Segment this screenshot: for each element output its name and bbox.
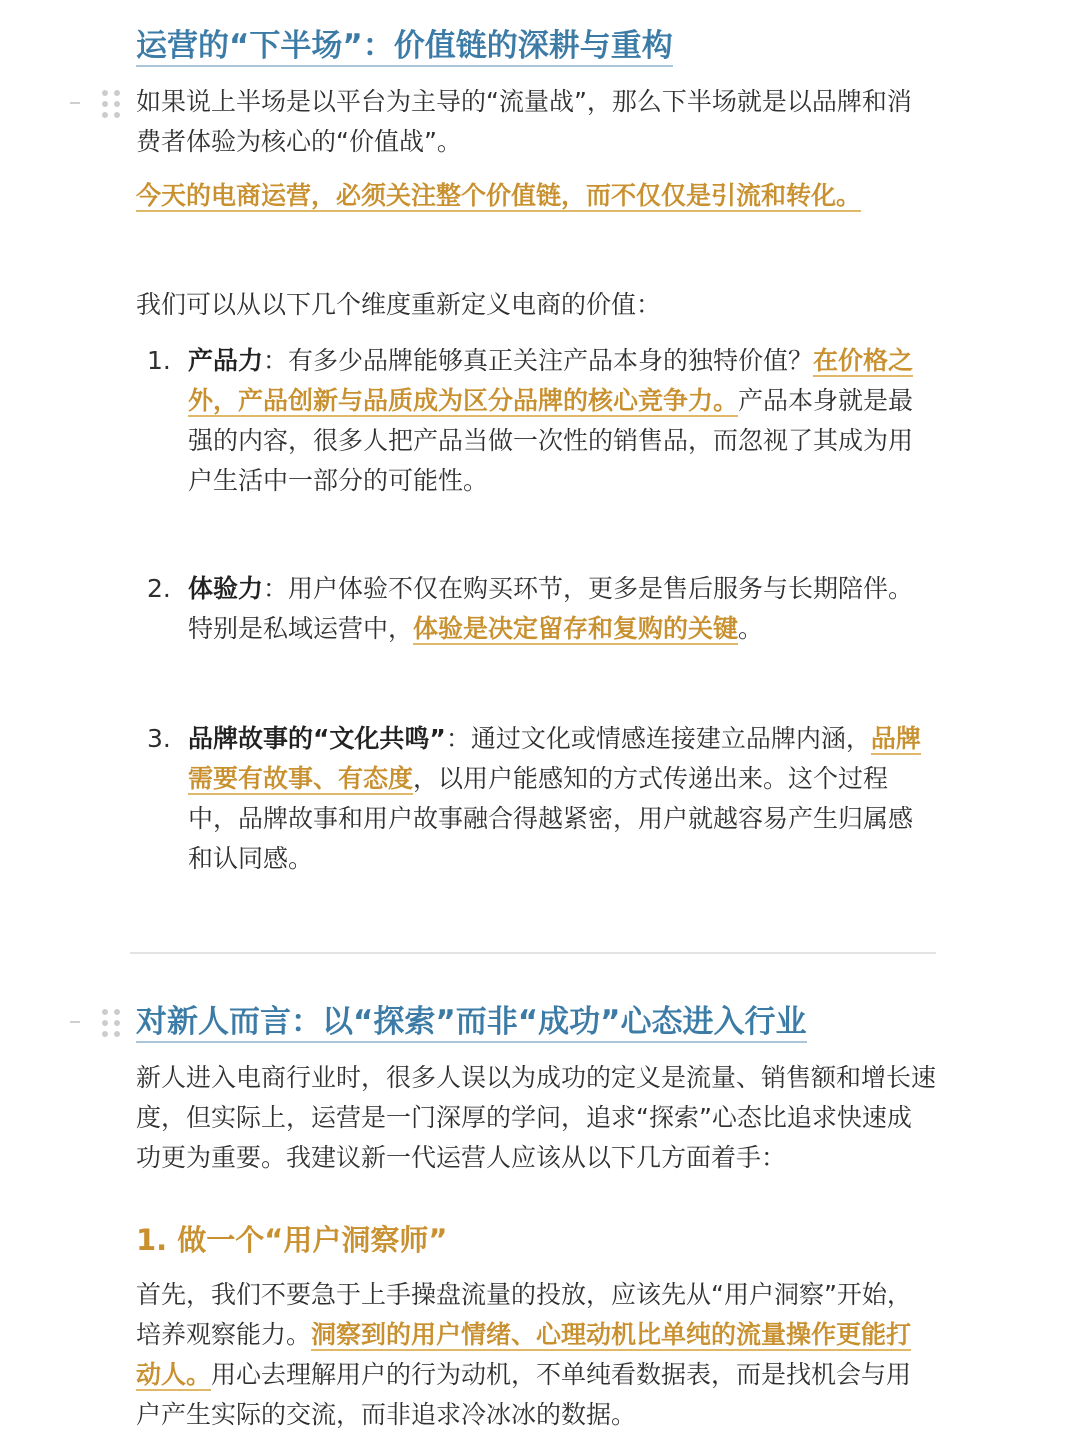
list-item-2-text-b: 。 [738, 614, 764, 643]
list-item-2-highlight: 体验是决定留存和复购的关键 [413, 614, 739, 643]
list-item-1-highlight: 在价格之外，产品创新与品质成为区分品牌的核心竞争力。 [188, 346, 914, 415]
section-2-text-a: 首先，我们不要急于上手操盘流量的投放，应该先从“用户洞察”开始，培养观察能力。 [136, 1280, 912, 1349]
section-2-intro: 新人进入电商行业时，很多人误以为成功的定义是流量、销售额和增长速度，但实际上，运营是一门深厚的学问，追求“探索”心态比追求快速成功更为重要。我建议新一代运营人应该从以下几方面着手： [136, 1063, 937, 1172]
list-item-1-term: 产品力 [188, 346, 264, 375]
list-item-3 [188, 719, 933, 879]
list-item-2-sep: ： [263, 574, 289, 603]
collapse-dash-icon[interactable] [70, 1021, 80, 1023]
drag-handle-icon[interactable] [102, 90, 120, 118]
section-2-highlight: 洞察到的用户情绪、心理动机比单纯的流量操作更能打动人。 [136, 1320, 912, 1389]
list-item-2-term: 体验力 [188, 574, 264, 603]
section-2-text-b: 用心去理解用户的行为动机，不单纯看数据表，而是找机会与用户产生实际的交流，而非追求冷冰冰的数据。 [136, 1360, 912, 1429]
section-1-lead: 我们可以从以下几个维度重新定义电商的价值： [136, 290, 662, 319]
list-item-3-highlight: 品牌需要有故事、有态度 [188, 724, 921, 793]
list-item-3-term: 品牌故事的“文化共鸣” [188, 724, 446, 753]
list-item-1-text-a: 有多少品牌能够真正关注产品本身的独特价值？ [288, 346, 814, 375]
section-1-highlight: 今天的电商运营，必须关注整个价值链，而不仅仅是引流和转化。 [136, 181, 862, 210]
list-item-1-sep: ： [263, 346, 289, 375]
section-2-subheading: 1. 做一个“用户洞察师” [136, 1223, 448, 1257]
section-1-highlight-line [136, 176, 936, 216]
block-handle[interactable] [70, 90, 122, 118]
section-divider [130, 952, 936, 954]
section-2-heading [136, 1000, 936, 1044]
section-2-paragraph [136, 1275, 936, 1435]
list-item-2-text-a: 用户体验不仅在购买环节，更多是售后服务与长期陪伴。特别是私域运营中， [188, 574, 914, 643]
list-item-2-number: 2. [147, 574, 171, 603]
block-handle[interactable] [70, 1009, 122, 1037]
section-2-title: 对新人而言：以“探索”而非“成功”心态进入行业 [136, 1004, 807, 1043]
list-item-1-text-b: 产品本身就是最强的内容，很多人把产品当做一次性的销售品，而忽视了其成为用户生活中一部分的可能性。 [188, 386, 914, 495]
list-item-1-number: 1. [147, 346, 171, 375]
list-item-1 [188, 341, 933, 501]
section-1-heading [136, 24, 936, 68]
section-1-intro: 如果说上半场是以平台为主导的“流量战”，那么下半场就是以品牌和消费者体验为核心的“价值战”。 [136, 87, 912, 156]
list-item-3-text-b: ，以用户能感知的方式传递出来。这个过程中，品牌故事和用户故事融合得越紧密，用户就越容易产生归属感和认同感。 [188, 764, 914, 873]
list-item-3-number: 3. [147, 724, 171, 753]
list-item-3-text-a: 通过文化或情感连接建立品牌内涵， [470, 724, 871, 753]
section-1-title: 运营的“下半场”：价值链的深耕与重构 [136, 28, 673, 67]
drag-handle-icon[interactable] [102, 1009, 120, 1037]
list-item-3-sep: ： [445, 724, 471, 753]
collapse-dash-icon[interactable] [70, 102, 80, 104]
list-item-2 [188, 569, 933, 649]
